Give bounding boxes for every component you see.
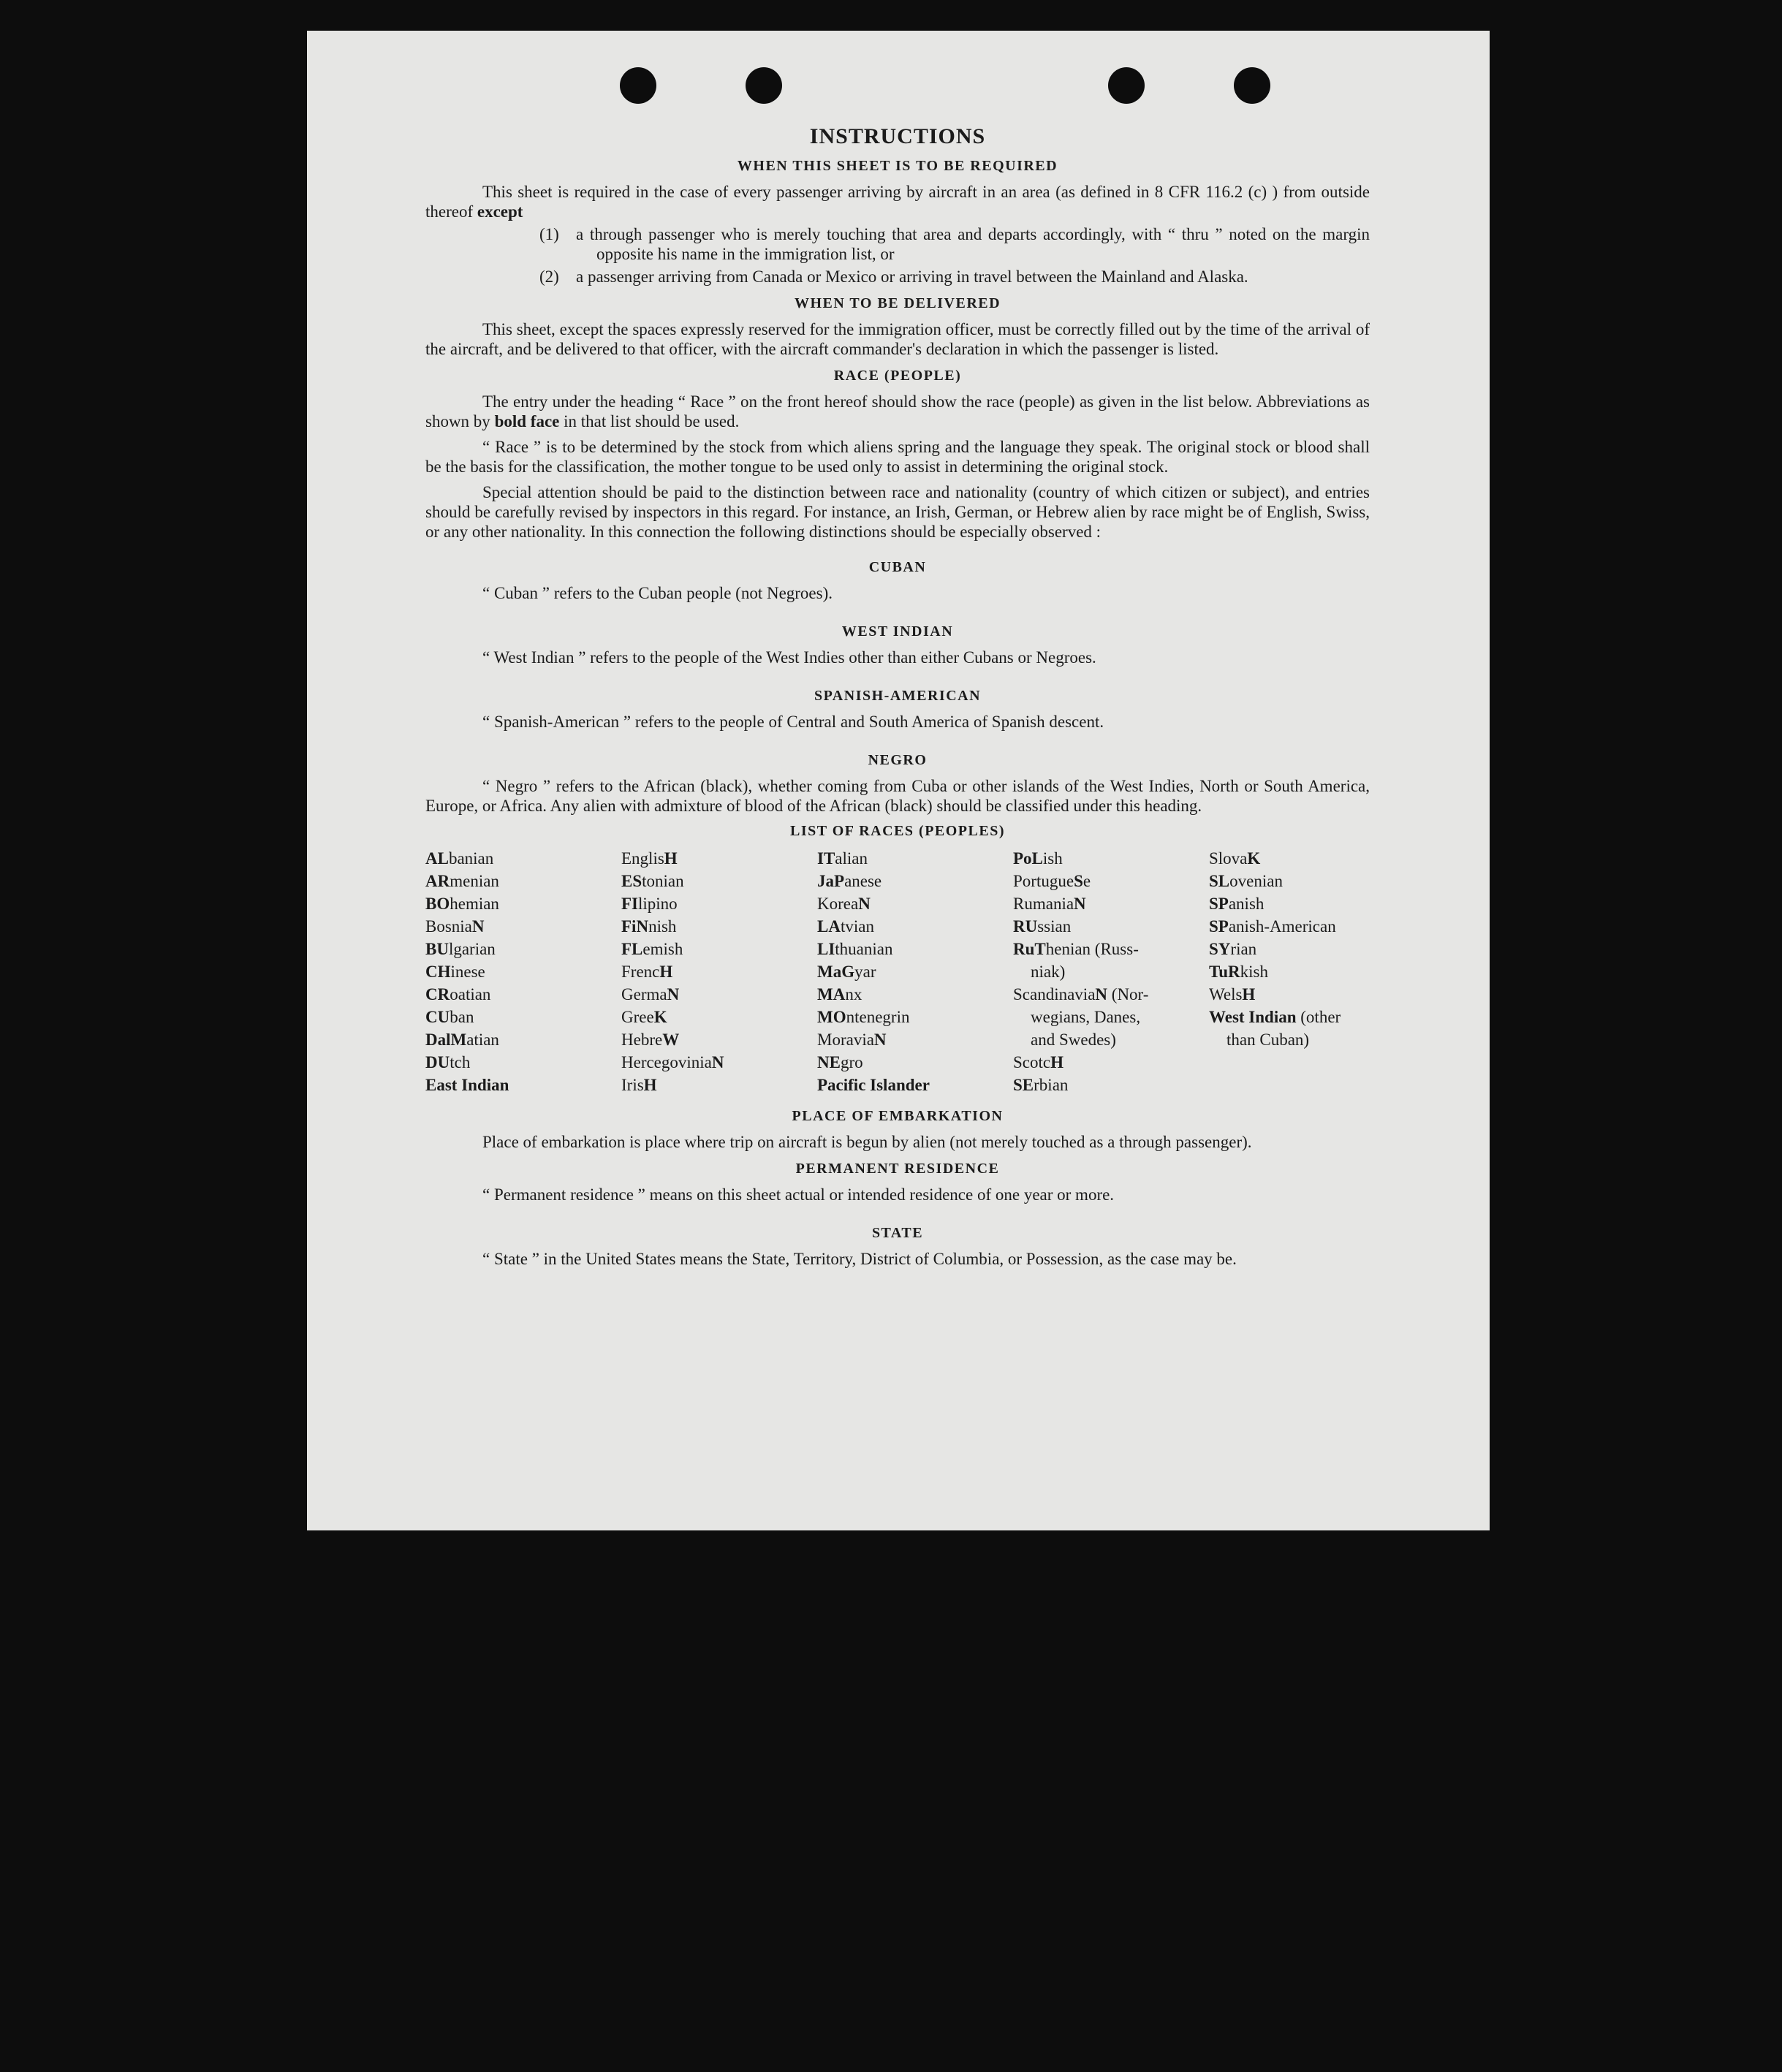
race-abbrev: Fi: [621, 917, 637, 936]
race-entry: [817, 1051, 1013, 1074]
paragraph-when-required: [425, 182, 1370, 221]
race-entry: [1013, 1074, 1209, 1096]
race-entry: [621, 983, 817, 1006]
race-text: Gree: [621, 1008, 654, 1026]
race-text: ish: [1042, 849, 1063, 868]
paragraph-west-indian: “ West Indian ” refers to the people of the West Indies other than either Cubans or Negroes.: [482, 648, 1096, 667]
race-entry: [1209, 892, 1370, 915]
race-text: and Swedes): [1031, 1031, 1116, 1049]
race-abbrev: MaG: [817, 963, 855, 981]
heading-cuban: CUBAN: [868, 559, 927, 575]
race-entry: [1209, 915, 1370, 938]
bold-text: bold face: [494, 412, 560, 430]
race-abbrev: S: [1074, 872, 1083, 890]
text: This sheet is required in the case of every passenger arriving by aircraft in an area (as defined in 8 CFR 116.2 (c) ) from outside thereof: [425, 183, 1370, 221]
heading-race: RACE (PEOPLE): [833, 368, 962, 384]
race-abbrev: CH: [425, 963, 451, 981]
race-abbrev: IT: [817, 849, 835, 868]
race-entry: [425, 1028, 621, 1051]
race-abbrev: M: [450, 1031, 467, 1049]
race-entry: [425, 915, 621, 938]
race-entry: [1013, 1028, 1209, 1051]
race-text: rbian: [1034, 1076, 1069, 1094]
race-abbrev: N: [858, 895, 871, 913]
race-abbrev: CU: [425, 1008, 450, 1026]
race-abbrev: H: [1242, 985, 1256, 1003]
race-text: Slova: [1209, 849, 1248, 868]
race-abbrev: H: [643, 1076, 657, 1094]
race-text: emish: [642, 940, 683, 958]
race-entry: [621, 1074, 817, 1096]
race-abbrev: CR: [425, 985, 450, 1003]
race-abbrev: N: [1095, 985, 1108, 1003]
heading-when-required: WHEN THIS SHEET IS TO BE REQUIRED: [737, 158, 1058, 174]
race-entry: [621, 870, 817, 892]
heading-state: STATE: [871, 1225, 924, 1241]
race-text: atian: [466, 1031, 499, 1049]
race-abbrev: Dal: [425, 1031, 451, 1049]
race-text: ssian: [1037, 917, 1072, 936]
race-abbrev: LI: [817, 940, 835, 958]
document-content: [425, 124, 1370, 1269]
race-entry: [1013, 892, 1209, 915]
race-entry: [621, 1051, 817, 1074]
race-abbrev: NE: [817, 1053, 841, 1071]
race-entry: [817, 915, 1013, 938]
race-text: ban: [450, 1008, 474, 1026]
item-number: (2): [539, 267, 559, 286]
race-text: tch: [450, 1053, 471, 1071]
race-text: Wels: [1209, 985, 1243, 1003]
race-entry: [1013, 1051, 1209, 1074]
race-abbrev: MO: [817, 1008, 846, 1026]
list-item: [425, 224, 1370, 264]
race-entry: [621, 938, 817, 960]
race-entry: [621, 1006, 817, 1028]
race-abbrev: N: [711, 1053, 724, 1071]
heading-spanish-american: SPANISH-AMERICAN: [814, 688, 982, 704]
race-entry: [425, 938, 621, 960]
race-text: hemian: [450, 895, 499, 913]
race-abbrev: SY: [1209, 940, 1231, 958]
punch-hole: [620, 67, 656, 104]
race-text: banian: [448, 849, 494, 868]
race-abbrev: FL: [621, 940, 643, 958]
race-abbrev: K: [653, 1008, 667, 1026]
paragraph-when-delivered: This sheet, except the spaces expressly reserved for the immigration officer, must be correctly filled out by the time of the arrival of the aircraft, and be delivered to that officer, with the aircraft commander's declaration in which the passenger is listed.: [425, 320, 1370, 358]
race-text: wegians, Danes,: [1031, 1008, 1141, 1026]
race-entry: [425, 983, 621, 1006]
paragraph-spanish-american: “ Spanish-American ” refers to the people of Central and South America of Spanish descent.: [482, 713, 1104, 731]
paragraph-race-1: [425, 392, 1370, 431]
race-abbrev: RuT: [1013, 940, 1046, 958]
race-abbrev: SP: [1209, 895, 1229, 913]
race-abbrev: N: [873, 1031, 887, 1049]
paragraph-state: “ State ” in the United States means the State, Territory, District of Columbia, or Possession, as the case may be.: [482, 1250, 1237, 1268]
race-abbrev: MA: [817, 985, 846, 1003]
race-entry: [425, 960, 621, 983]
paragraph-permanent-residence: “ Permanent residence ” means on this sheet actual or intended residence of one year or more.: [482, 1185, 1115, 1204]
race-text: Portugue: [1013, 872, 1074, 890]
race-entry: [621, 847, 817, 870]
race-entry: [1013, 960, 1209, 983]
race-entry: [817, 983, 1013, 1006]
race-text: Rumania: [1013, 895, 1074, 913]
race-text: thuanian: [835, 940, 893, 958]
race-text: tvian: [840, 917, 874, 936]
race-text: Scandinavia: [1013, 985, 1096, 1003]
race-entry: [425, 1074, 621, 1096]
paragraph-race-3: Special attention should be paid to the distinction between race and nationality (country of which citizen or subject), and entries should be carefully revised by inspectors in this regard. For instance, an Irish, German, or Hebrew alien by race might be of English, Swiss, or any other nationality. In this connection the following distinctions should be especially observed :: [425, 483, 1370, 541]
race-entry: [1209, 983, 1370, 1006]
race-text: anish: [1228, 895, 1265, 913]
race-text: nx: [845, 985, 862, 1003]
race-text: lgarian: [448, 940, 496, 958]
race-entry: [425, 1006, 621, 1028]
race-entry: [1209, 870, 1370, 892]
race-text: Bosnia: [425, 917, 472, 936]
races-list: [425, 847, 1370, 1096]
race-entry: [817, 847, 1013, 870]
race-abbrev: RU: [1013, 917, 1038, 936]
race-entry: [1013, 870, 1209, 892]
races-column: [1013, 847, 1209, 1096]
race-text: gro: [840, 1053, 863, 1071]
race-text: Iris: [621, 1076, 644, 1094]
race-entry: [621, 960, 817, 983]
race-entry: [817, 938, 1013, 960]
race-entry: [817, 1074, 1013, 1096]
race-entry: [425, 847, 621, 870]
race-abbrev: W: [662, 1031, 680, 1049]
race-text: Englis: [621, 849, 664, 868]
race-text: (other: [1296, 1008, 1341, 1026]
race-abbrev: BO: [425, 895, 450, 913]
race-text: Germa: [621, 985, 667, 1003]
race-abbrev: PoL: [1013, 849, 1043, 868]
race-abbrev: East Indian: [425, 1076, 509, 1094]
race-entry: [817, 892, 1013, 915]
race-entry: [1209, 938, 1370, 960]
race-abbrev: JaP: [817, 872, 845, 890]
race-text: yar: [854, 963, 876, 981]
race-entry: [817, 1028, 1013, 1051]
race-text: menian: [450, 872, 499, 890]
race-abbrev: N: [1074, 895, 1086, 913]
race-text: ntenegrin: [846, 1008, 910, 1026]
race-abbrev: SL: [1209, 872, 1230, 890]
race-entry: [621, 1028, 817, 1051]
race-abbrev: N: [636, 917, 649, 936]
race-text: (Nor-: [1107, 985, 1149, 1003]
item-text: a passenger arriving from Canada or Mexico or arriving in travel between the Mainland and Alaska.: [576, 267, 1248, 286]
race-entry: [1209, 960, 1370, 983]
race-text: oatian: [450, 985, 491, 1003]
race-text: nish: [648, 917, 677, 936]
race-text: Scotc: [1013, 1053, 1051, 1071]
race-abbrev: LA: [817, 917, 841, 936]
race-abbrev: SE: [1013, 1076, 1034, 1094]
race-entry: [817, 870, 1013, 892]
race-abbrev: K: [1247, 849, 1261, 868]
race-abbrev: BU: [425, 940, 449, 958]
race-text: kish: [1240, 963, 1268, 981]
race-abbrev: AL: [425, 849, 449, 868]
paragraph-cuban: “ Cuban ” refers to the Cuban people (not Negroes).: [482, 584, 833, 602]
race-entry: [817, 960, 1013, 983]
race-text: inese: [450, 963, 485, 981]
race-entry: [1013, 1006, 1209, 1028]
race-abbrev: N: [471, 917, 485, 936]
race-text: Moravia: [817, 1031, 874, 1049]
races-column: [1209, 847, 1370, 1096]
race-entry: [1209, 1028, 1370, 1051]
paragraph-negro: “ Negro ” refers to the African (black), whether coming from Cuba or other islands of the West Indies, North or South America, Europe, or Africa. Any alien with admixture of blood of the African (black) should be classified under this heading.: [425, 777, 1370, 815]
race-entry: [1013, 983, 1209, 1006]
heading-list-of-races: LIST OF RACES (PEOPLES): [789, 823, 1005, 839]
race-text: e: [1083, 872, 1091, 890]
race-entry: [1013, 938, 1209, 960]
race-entry: [1209, 847, 1370, 870]
race-abbrev: West Indian: [1209, 1008, 1297, 1026]
races-column: [817, 847, 1013, 1096]
races-column: [425, 847, 621, 1096]
text: The entry under the heading “ Race ” on the front hereof should show the race (people) as given in the list below. Abbreviations as shown by: [425, 392, 1370, 430]
race-abbrev: TuR: [1209, 963, 1240, 981]
race-text: tonian: [642, 872, 684, 890]
punch-hole: [1234, 67, 1270, 104]
race-entry: [1209, 1006, 1370, 1028]
item-number: (1): [539, 225, 559, 243]
race-entry: [1013, 915, 1209, 938]
page-title: INSTRUCTIONS: [809, 124, 986, 148]
race-text: Korea: [817, 895, 859, 913]
race-text: anish-American: [1228, 917, 1336, 936]
bold-text: except: [477, 202, 523, 221]
heading-west-indian: WEST INDIAN: [841, 623, 954, 640]
race-entry: [425, 1051, 621, 1074]
race-entry: [621, 892, 817, 915]
punch-hole: [1108, 67, 1145, 104]
race-abbrev: SP: [1209, 917, 1229, 936]
paragraph-race-2: “ Race ” is to be determined by the stock from which aliens spring and the language they speak. The original stock or blood shall be the basis for the classification, the mother tongue to be used only to assist in determining the original stock.: [425, 438, 1370, 476]
race-entry: [621, 915, 817, 938]
race-abbrev: H: [659, 963, 673, 981]
race-text: niak): [1031, 963, 1066, 981]
heading-negro: NEGRO: [868, 752, 928, 768]
race-entry: [817, 1006, 1013, 1028]
punch-hole: [746, 67, 782, 104]
document-page: [307, 31, 1490, 1530]
race-text: Hercegovinia: [621, 1053, 712, 1071]
race-text: alian: [835, 849, 868, 868]
race-text: anese: [844, 872, 882, 890]
race-text: ovenian: [1229, 872, 1283, 890]
heading-embarkation: PLACE OF EMBARKATION: [792, 1108, 1004, 1124]
list-item: [425, 267, 1370, 286]
race-text: than Cuban): [1226, 1031, 1310, 1049]
race-entry: [1013, 847, 1209, 870]
item-text: a through passenger who is merely touching that area and departs accordingly, with “ thru ” noted on the margin opposite his name in the immigration list, or: [576, 225, 1370, 263]
race-abbrev: FI: [621, 895, 638, 913]
paragraph-embarkation: Place of embarkation is place where trip on aircraft is begun by alien (not merely touched as a through passenger).: [482, 1133, 1252, 1151]
race-abbrev: AR: [425, 872, 450, 890]
race-abbrev: H: [664, 849, 678, 868]
race-abbrev: H: [1050, 1053, 1063, 1071]
races-column: [621, 847, 817, 1096]
race-text: Frenc: [621, 963, 660, 981]
race-text: Hebre: [621, 1031, 663, 1049]
race-text: henian (Russ-: [1045, 940, 1139, 958]
race-abbrev: N: [667, 985, 680, 1003]
race-abbrev: DU: [425, 1053, 450, 1071]
race-abbrev: ES: [621, 872, 642, 890]
heading-when-delivered: WHEN TO BE DELIVERED: [794, 295, 1001, 311]
race-entry: [425, 892, 621, 915]
text: in that list should be used.: [564, 412, 740, 430]
race-entry: [425, 870, 621, 892]
race-abbrev: Pacific Islander: [817, 1076, 930, 1094]
race-text: rian: [1230, 940, 1257, 958]
heading-permanent-residence: PERMANENT RESIDENCE: [795, 1161, 1000, 1177]
race-text: lipino: [638, 895, 678, 913]
